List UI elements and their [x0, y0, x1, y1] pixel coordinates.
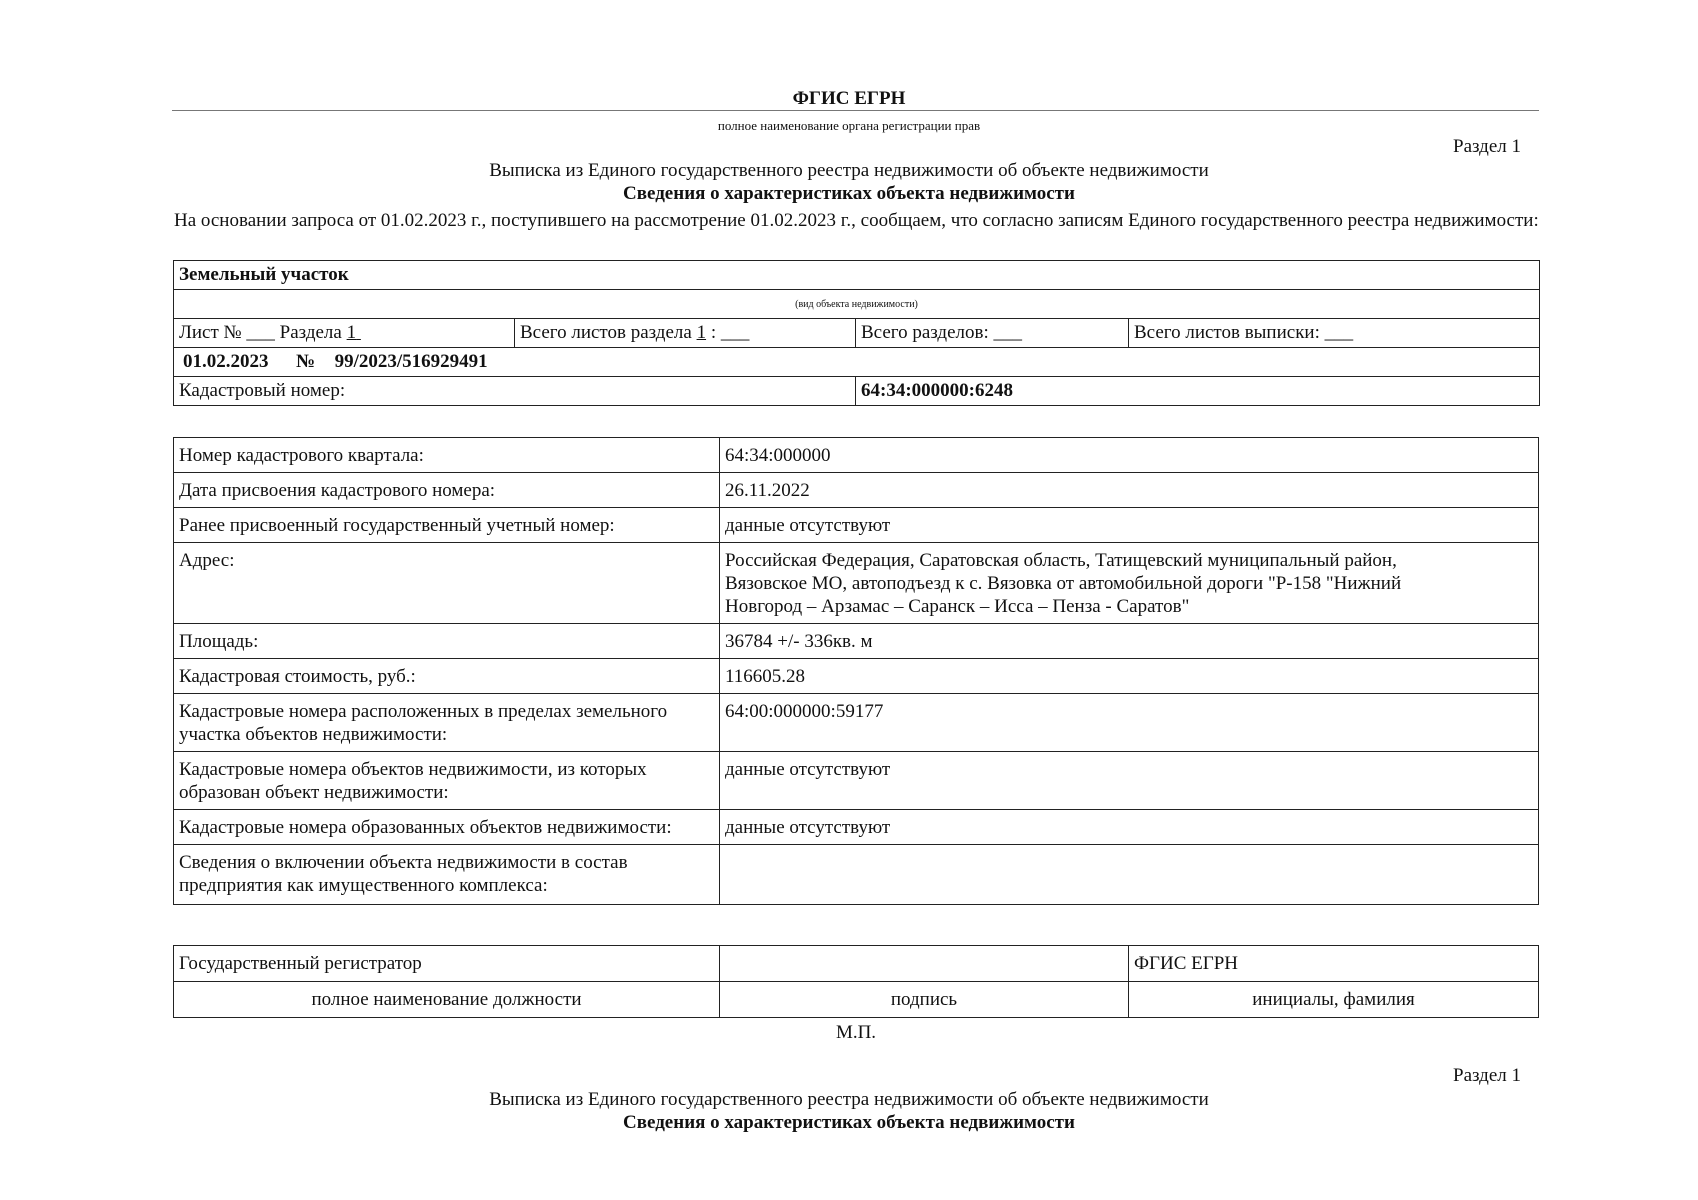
properties-table	[173, 437, 1539, 905]
registrar-position: Государственный регистратор	[174, 946, 720, 982]
property-value: 64:34:000000	[720, 438, 1539, 473]
table-row	[174, 694, 1539, 752]
property-value: 36784 +/- 336кв. м	[720, 624, 1539, 659]
position-caption: полное наименование должности	[174, 982, 720, 1018]
table-row	[174, 508, 1539, 543]
extract-number-row	[174, 348, 1540, 377]
signature-row	[174, 946, 1539, 982]
property-label: Кадастровые номера образованных объектов недвижимости:	[174, 810, 720, 845]
table-row	[174, 543, 1539, 624]
section-label-next: Раздел 1	[1453, 1065, 1521, 1086]
document-subtitle: Сведения о характеристиках объекта недвижимости	[623, 183, 1075, 204]
total-extract-sheets: Всего листов выписки: ___	[1129, 319, 1540, 348]
property-label: Кадастровые номера объектов недвижимости, из которых образован объект недвижимости:	[174, 752, 720, 810]
property-value: 116605.28	[720, 659, 1539, 694]
object-type-caption-row	[174, 290, 1540, 319]
stamp-place: М.П.	[835, 1022, 877, 1043]
table-row	[174, 473, 1539, 508]
property-label: Ранее присвоенный государственный учетный номер:	[174, 508, 720, 543]
object-type: Земельный участок	[174, 261, 1540, 290]
registrar-signature	[720, 946, 1129, 982]
property-value: данные отсутствуют	[720, 508, 1539, 543]
total-sheets-value: 1	[696, 322, 707, 343]
table-row	[174, 845, 1539, 905]
registrar-name: ФГИС ЕГРН	[1129, 946, 1539, 982]
agency-caption: полное наименование органа регистрации прав	[717, 118, 981, 133]
property-value: 26.11.2022	[720, 473, 1539, 508]
sheet-info-row	[174, 319, 1540, 348]
total-sheets-label: Всего листов раздела	[520, 322, 697, 343]
total-sheets-suffix: : ___	[706, 322, 750, 343]
document-title: Выписка из Единого государственного реестра недвижимости об объекте недвижимости	[489, 160, 1209, 181]
document-title-next: Выписка из Единого государственного реестра недвижимости об объекте недвижимости	[489, 1089, 1209, 1110]
total-sections: Всего разделов: ___	[856, 319, 1129, 348]
property-value: данные отсутствуют	[720, 752, 1539, 810]
document-subtitle-next: Сведения о характеристиках объекта недвижимости	[623, 1112, 1075, 1133]
table-row	[174, 810, 1539, 845]
cadastral-number-label: Кадастровый номер:	[174, 377, 856, 406]
sheet-label: Лист № ___ Раздела	[179, 322, 347, 343]
property-label: Площадь:	[174, 624, 720, 659]
cadastral-number-row	[174, 377, 1540, 406]
property-label: Номер кадастрового квартала:	[174, 438, 720, 473]
signature-caption-row	[174, 982, 1539, 1018]
total-sheets	[515, 319, 856, 348]
sheet-section: 1	[346, 322, 357, 343]
agency-underline	[172, 110, 1539, 111]
signature-table	[173, 945, 1539, 1018]
table-row	[174, 752, 1539, 810]
table-row	[174, 659, 1539, 694]
property-value: 64:00:000000:59177	[720, 694, 1539, 752]
property-value	[720, 845, 1539, 905]
property-label: Кадастровые номера расположенных в пределах земельного участка объектов недвижимости:	[174, 694, 720, 752]
property-label: Кадастровая стоимость, руб.:	[174, 659, 720, 694]
object-header-table	[173, 260, 1540, 406]
section-label: Раздел 1	[1453, 136, 1521, 157]
property-label: Сведения о включении объекта недвижимости в состав предприятия как имущественного комплекса:	[174, 845, 720, 905]
sheet-number	[174, 319, 515, 348]
extract-date: 01.02.2023	[183, 351, 269, 372]
property-label: Адрес:	[174, 543, 720, 624]
cadastral-number-value: 64:34:000000:6248	[856, 377, 1540, 406]
property-label: Дата присвоения кадастрового номера:	[174, 473, 720, 508]
object-type-caption: (вид объекта недвижимости)	[174, 290, 1540, 319]
name-caption: инициалы, фамилия	[1129, 982, 1539, 1018]
property-value: данные отсутствуют	[720, 810, 1539, 845]
table-row	[174, 438, 1539, 473]
extract-number	[174, 348, 1540, 377]
signature-caption: подпись	[720, 982, 1129, 1018]
property-value: Российская Федерация, Саратовская область, Татищевский муниципальный район, Вязовское МО, автоподъезд к с. Вязовка от автомобильной дороги "Р-158 "Нижний Новгород – Арзамас – Саранск – Исса – Пенза - Саратов"	[720, 543, 1539, 624]
intro-paragraph: На основании запроса от 01.02.2023 г., поступившего на рассмотрение 01.02.2023 г., сообщаем, что согласно записям Единого государственного реестра недвижимости:	[174, 210, 1539, 231]
object-type-row	[174, 261, 1540, 290]
agency-name: ФГИС ЕГРН	[792, 88, 906, 109]
table-row	[174, 624, 1539, 659]
number-sign: №	[296, 351, 316, 372]
extract-number-value: 99/2023/516929491	[334, 351, 488, 372]
